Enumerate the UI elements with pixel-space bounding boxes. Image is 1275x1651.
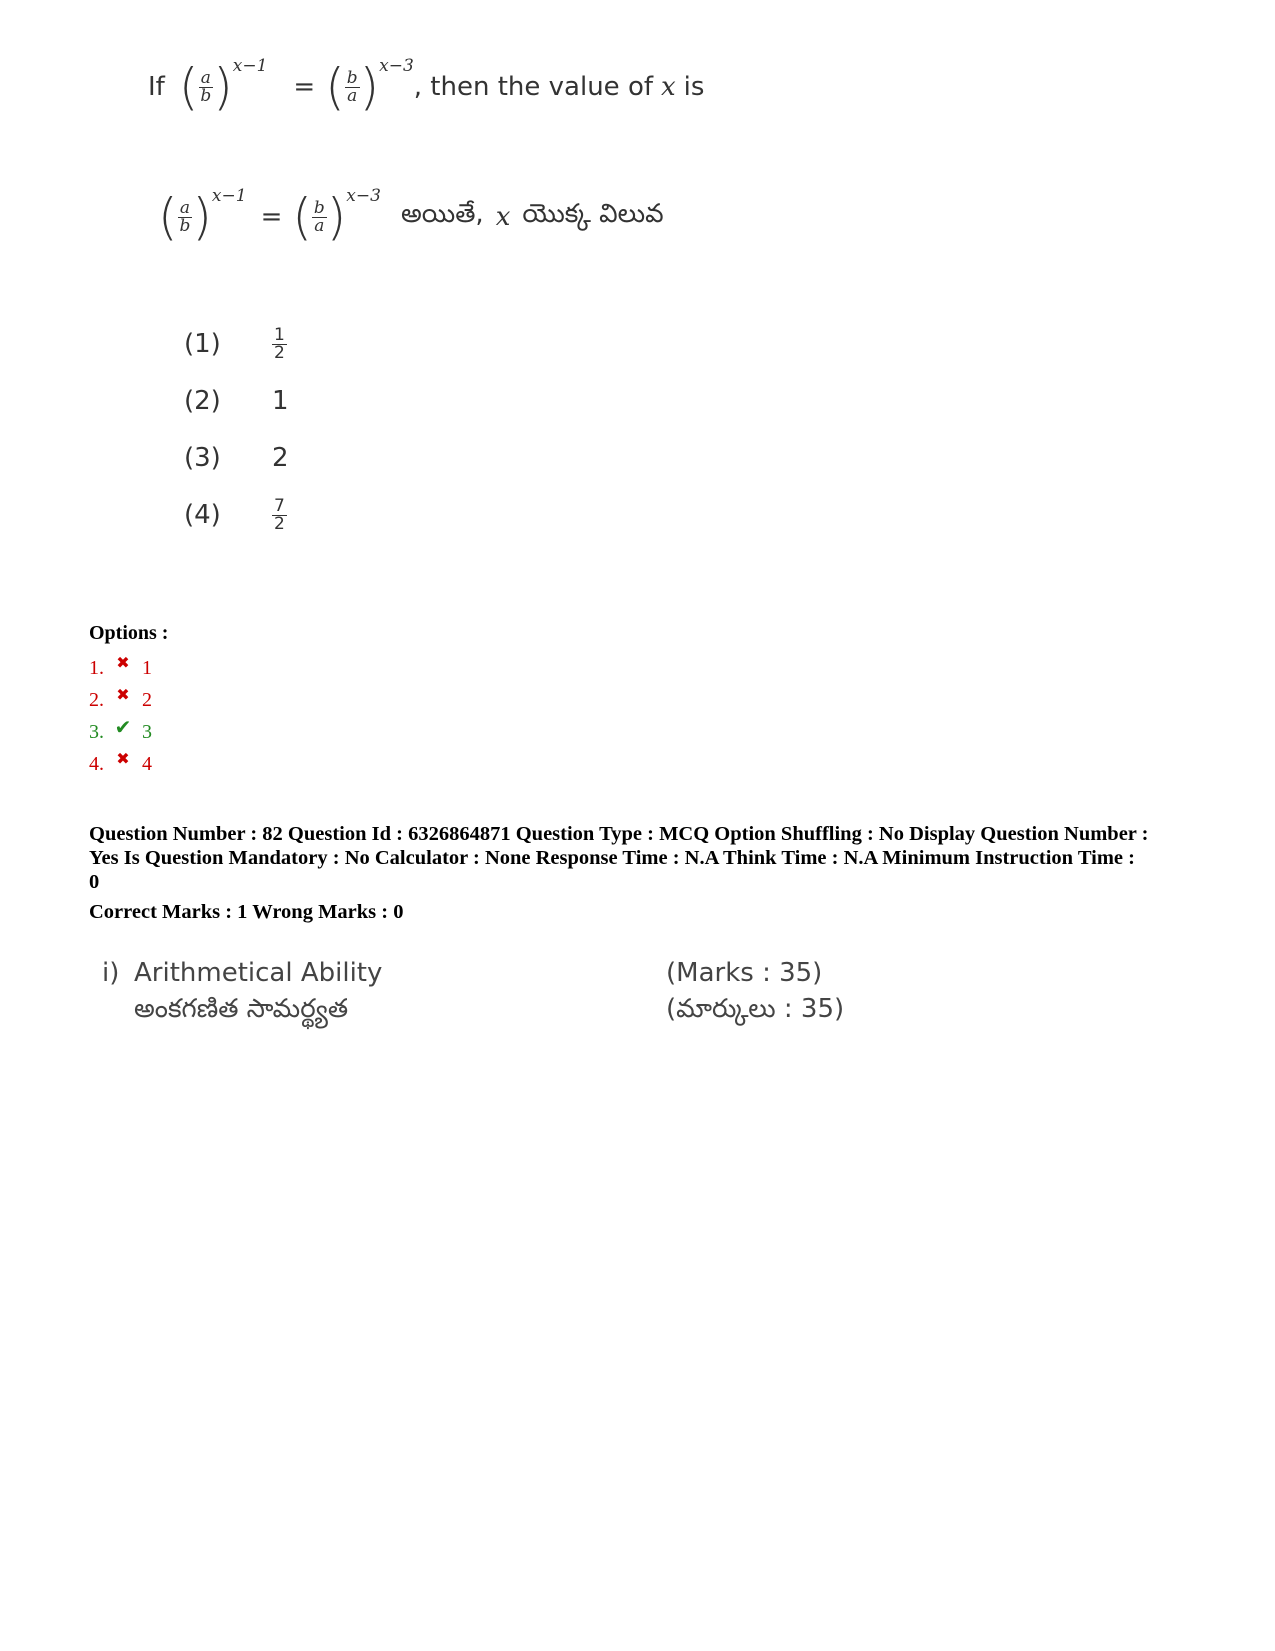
question-end: is (683, 72, 705, 102)
option-item: 3. ✔ 3 (89, 716, 152, 743)
telugu-suffix: అయితే, (400, 199, 484, 229)
section-marks-english: (Marks : 35) (666, 958, 823, 988)
choice-1-fraction: $\frac{1}{2}$ (274, 324, 285, 363)
fraction-a-over-b: $\frac{a}{b}$ (200, 67, 212, 106)
question-variable: x (661, 72, 676, 102)
choice-1: (1) $\frac{1}{2}$ (184, 324, 285, 363)
choice-4-fraction: $\frac{7}{2}$ (274, 495, 285, 534)
question-prefix: If (148, 72, 165, 102)
telugu-end: యొక్క విలువ (522, 199, 664, 229)
option-item: 4. ✖ 4 (89, 751, 152, 775)
question-metadata: Question Number : 82 Question Id : 6326864871 Question Type : MCQ Option Shuffling : No Display Question Number : Yes Is Question Mandatory : No Calculator : None Response Time : N.A Think Time : N.A Minimum Instruction Time : 0 (89, 823, 1149, 893)
option-item: 1. ✖ 1 (89, 655, 152, 679)
exponent-2: x−3 (346, 186, 381, 206)
question-text-telugu: ( $\frac{a}{b}$ ) x−1 = ( $\frac{b}{a}$ ) x−3 అయితే, x యొక్క విలువ (158, 186, 664, 246)
question-variable: x (495, 202, 511, 232)
section-index: i) (102, 958, 120, 988)
marks-line: Correct Marks : 1 Wrong Marks : 0 (89, 901, 404, 923)
check-icon: ✔ (114, 716, 132, 739)
exponent-1: x−1 (232, 56, 268, 76)
option-item: 2. ✖ 2 (89, 687, 152, 711)
fraction-b-over-a: $\frac{b}{a}$ (313, 197, 325, 236)
choice-3: (3) 2 (184, 443, 289, 473)
choice-4: (4) $\frac{7}{2}$ (184, 495, 285, 534)
options-label: Options : (89, 622, 169, 644)
fraction-b-over-a: $\frac{b}{a}$ (346, 67, 358, 106)
section-title-telugu: అంకగణిత సామర్థ్యత (134, 994, 349, 1024)
question-text-english: If ( $\frac{a}{b}$ ) x−1 = ( $\frac{b}{a}$ ) x−3 , then the value of x is (148, 56, 705, 116)
section-marks-telugu: (మార్కులు : 35) (666, 994, 845, 1024)
question-suffix: , then the value of (413, 72, 653, 102)
cross-icon: ✖ (116, 751, 130, 768)
cross-icon: ✖ (116, 687, 130, 704)
fraction-a-over-b: $\frac{a}{b}$ (179, 197, 191, 236)
exponent-1: x−1 (211, 186, 247, 206)
options-block (89, 622, 168, 780)
choice-2: (2) 1 (184, 386, 289, 416)
choice-list (184, 318, 289, 544)
section-title-english: Arithmetical Ability (134, 958, 383, 988)
cross-icon: ✖ (116, 655, 130, 672)
exponent-2: x−3 (379, 56, 414, 76)
